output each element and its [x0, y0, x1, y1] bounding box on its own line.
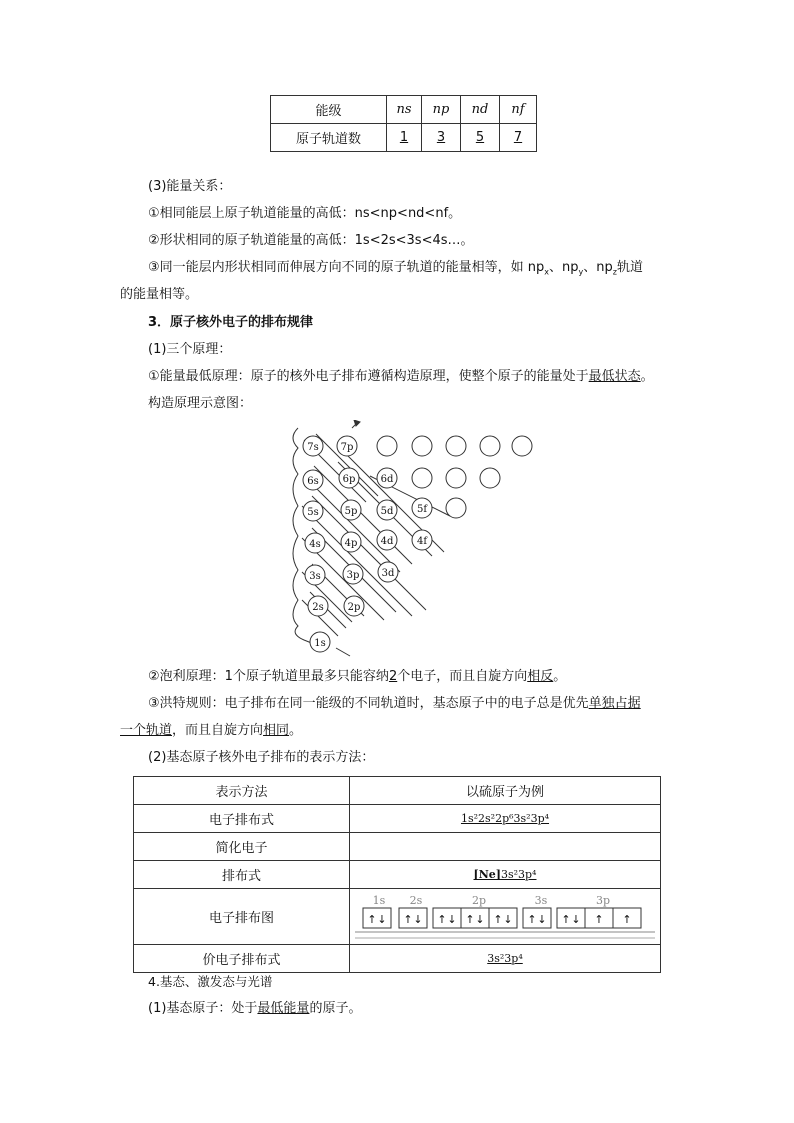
table-header-cell: ns — [387, 96, 422, 124]
svg-text:↓: ↓ — [377, 912, 387, 926]
section4-heading: 4.基态、激发态与光谱 — [148, 974, 273, 989]
energy-heading: (3)能量关系： — [148, 179, 232, 194]
svg-text:2p: 2p — [471, 893, 487, 907]
svg-text:↑: ↑ — [465, 912, 475, 926]
svg-text:7p: 7p — [340, 442, 354, 453]
aufbau-diagram — [280, 420, 540, 660]
svg-text:7s: 7s — [307, 442, 319, 453]
section3-sub2: (2)基态原子核外电子排布的表示方法： — [148, 750, 375, 765]
svg-text:3s: 3s — [534, 893, 548, 907]
rule2-text-b: 个电子，而且自旋方向 — [397, 669, 528, 684]
table-value: 7 — [513, 130, 523, 145]
section3-heading: 3．原子核外电子的排布规律 — [148, 315, 314, 330]
table-cell — [350, 833, 661, 861]
orbital-6d — [377, 468, 397, 488]
table-cell — [350, 861, 661, 889]
orbital-2p — [344, 596, 364, 616]
rule2-text: ②泡利原理：1个原子轨道里最多只能容纳 — [148, 669, 389, 684]
orbital-4f — [412, 530, 432, 550]
table-row-label: 电子排布图 — [134, 889, 350, 945]
orbital-5f — [412, 498, 432, 518]
svg-text:2p: 2p — [347, 602, 361, 613]
orbital-6p — [339, 468, 359, 488]
svg-text:6s: 6s — [307, 476, 319, 487]
orbital-4p — [341, 532, 361, 552]
svg-text:5p: 5p — [344, 506, 358, 517]
table-header-cell: 能级 — [271, 96, 387, 124]
empty-orbital — [412, 468, 432, 488]
rule1-text: ①能量最低原理：原子的核外电子排布遵循构造原理，使整个原子的能量处于 — [148, 369, 589, 384]
svg-text:↓: ↓ — [475, 912, 485, 926]
table-cell — [422, 124, 461, 152]
svg-text:↓: ↓ — [571, 912, 581, 926]
table-row — [271, 124, 537, 152]
rule1-underline: 最低状态 — [588, 369, 641, 384]
config-value: 1s²2s²2p⁶3s²3p⁴ — [460, 812, 550, 825]
empty-orbital — [446, 468, 466, 488]
svg-text:3p: 3p — [595, 893, 611, 907]
rule3-end: 。 — [289, 723, 303, 738]
svg-text:↓: ↓ — [447, 912, 457, 926]
table-value: 1 — [399, 130, 409, 145]
empty-orbital — [480, 436, 500, 456]
svg-text:3d: 3d — [381, 568, 395, 579]
sub-z: z — [612, 267, 617, 277]
orbital-1s — [310, 632, 330, 652]
svg-text:↓: ↓ — [537, 912, 547, 926]
svg-text:↑: ↑ — [527, 912, 537, 926]
svg-text:↑: ↑ — [594, 912, 604, 926]
config-short — [474, 868, 537, 881]
rule3-underline-2: 相同 — [263, 723, 290, 738]
svg-text:4d: 4d — [380, 536, 394, 547]
orbital-6s — [303, 470, 323, 490]
rule2-underline-1: 2 — [388, 669, 398, 684]
empty-orbital — [446, 498, 466, 518]
rule1-end: 。 — [640, 369, 654, 384]
table-cell — [350, 805, 661, 833]
table-row-label: 价电子排布式 — [134, 945, 350, 973]
empty-orbital — [512, 436, 532, 456]
valence-config: 3s²3p⁴ — [487, 952, 523, 965]
svg-text:4f: 4f — [416, 536, 428, 547]
table-cell — [350, 945, 661, 973]
rule2 — [148, 667, 708, 687]
svg-text:2s: 2s — [409, 893, 423, 907]
table-row-label: 电子排布式 — [134, 805, 350, 833]
svg-text:1s: 1s — [372, 893, 386, 907]
energy-p3-tail: 轨道 — [616, 260, 643, 275]
rule2-underline-2: 相反 — [527, 669, 554, 684]
table-cell — [461, 124, 500, 152]
rule3-text-b: ，而且自旋方向 — [172, 723, 264, 738]
rule1 — [148, 367, 708, 387]
empty-orbital — [412, 436, 432, 456]
table-header-cell: np — [422, 96, 461, 124]
diagram-caption: 构造原理示意图： — [148, 396, 253, 411]
section4-p1-text: (1)基态原子：处于 — [148, 1001, 258, 1016]
section4-p1-underline: 最低能量 — [257, 1001, 310, 1016]
svg-text:3s: 3s — [309, 571, 321, 582]
table-row-label: 原子轨道数 — [271, 124, 387, 152]
orbital-2s — [308, 596, 328, 616]
svg-text:↑: ↑ — [493, 912, 503, 926]
rule2-end: 。 — [553, 669, 567, 684]
table-row — [271, 96, 537, 124]
orbital-4s — [305, 533, 325, 553]
table-header-cell: nf — [500, 96, 537, 124]
orbital-3d — [378, 562, 398, 582]
sub-y: y — [578, 267, 584, 277]
svg-text:5s: 5s — [307, 507, 319, 518]
svg-text:4p: 4p — [344, 538, 358, 549]
svg-text:↓: ↓ — [413, 912, 423, 926]
table-header-cell: nd — [461, 96, 500, 124]
sulfur-config-table — [133, 776, 661, 973]
rule3-cont — [120, 721, 680, 741]
table-header-cell: 表示方法 — [134, 777, 350, 805]
svg-text:6d: 6d — [380, 474, 394, 485]
energy-p3: ③同一能层内形状相同而伸展方向不同的原子轨道的能量相等，如 $np_x$、$np_y$、$np_z$轨道 — [148, 260, 643, 277]
rule3-underline-1: 单独占据 — [588, 696, 641, 711]
energy-p2: ②形状相同的原子轨道能量的高低：1s<2s<3s<4s…。 — [148, 233, 474, 248]
orbital-7p — [337, 436, 357, 456]
noble-gas-core: [Ne] — [473, 868, 501, 881]
table-row-label: 排布式 — [134, 861, 350, 889]
orbital-3p — [343, 564, 363, 584]
table-value: 3 — [436, 130, 446, 145]
rule3 — [148, 694, 708, 714]
svg-text:↑: ↑ — [403, 912, 413, 926]
orbital-5p — [341, 500, 361, 520]
svg-text:↑: ↑ — [437, 912, 447, 926]
table-value: 5 — [475, 130, 485, 145]
svg-text:↑: ↑ — [622, 912, 632, 926]
energy-p3-cont: 的能量相等。 — [120, 287, 199, 302]
table-row-label: 简化电子 — [134, 833, 350, 861]
energy-p1: ①相同能层上原子轨道能量的高低：ns<np<nd<nf。 — [148, 206, 462, 221]
orbital-4d — [377, 530, 397, 550]
config-short-value: 3s²3p⁴ — [500, 868, 537, 881]
table-cell — [387, 124, 422, 152]
rule3-underline-1b: 一个轨道 — [120, 723, 173, 738]
section3-sub1: (1)三个原理： — [148, 342, 232, 357]
table-row — [134, 861, 661, 889]
section4-p1 — [148, 999, 708, 1019]
energy-p3-text: ③同一能层内形状相同而伸展方向不同的原子轨道的能量相等，如 np — [148, 260, 545, 275]
empty-orbital — [377, 436, 397, 456]
svg-text:↓: ↓ — [503, 912, 513, 926]
section4-p1-end: 的原子。 — [309, 1001, 362, 1016]
table-row — [134, 889, 661, 945]
table-header-cell: 以硫原子为例 — [350, 777, 661, 805]
orbital-5d — [377, 500, 397, 520]
orbital-3s — [305, 565, 325, 585]
svg-text:3p: 3p — [346, 570, 360, 581]
svg-text:↑: ↑ — [561, 912, 571, 926]
table-row — [134, 945, 661, 973]
table-row — [134, 833, 661, 861]
svg-text:5f: 5f — [416, 504, 428, 515]
svg-text:6p: 6p — [342, 474, 356, 485]
svg-text:4s: 4s — [309, 539, 321, 550]
orbital-diagram — [351, 892, 659, 942]
svg-text:5d: 5d — [380, 506, 394, 517]
table-cell — [500, 124, 537, 152]
rule3-text: ③洪特规则：电子排布在同一能级的不同轨道时，基态原子中的电子总是优先 — [148, 696, 589, 711]
table-cell — [350, 889, 661, 945]
orbital-count-table — [270, 95, 537, 152]
table-row — [134, 777, 661, 805]
table-row — [134, 805, 661, 833]
orbital-5s — [303, 501, 323, 521]
svg-text:1s: 1s — [314, 638, 326, 649]
svg-text:↑: ↑ — [367, 912, 377, 926]
sub-x: x — [544, 267, 550, 277]
orbital-7s — [303, 436, 323, 456]
svg-text:2s: 2s — [312, 602, 324, 613]
empty-orbital — [480, 468, 500, 488]
empty-orbital — [446, 436, 466, 456]
